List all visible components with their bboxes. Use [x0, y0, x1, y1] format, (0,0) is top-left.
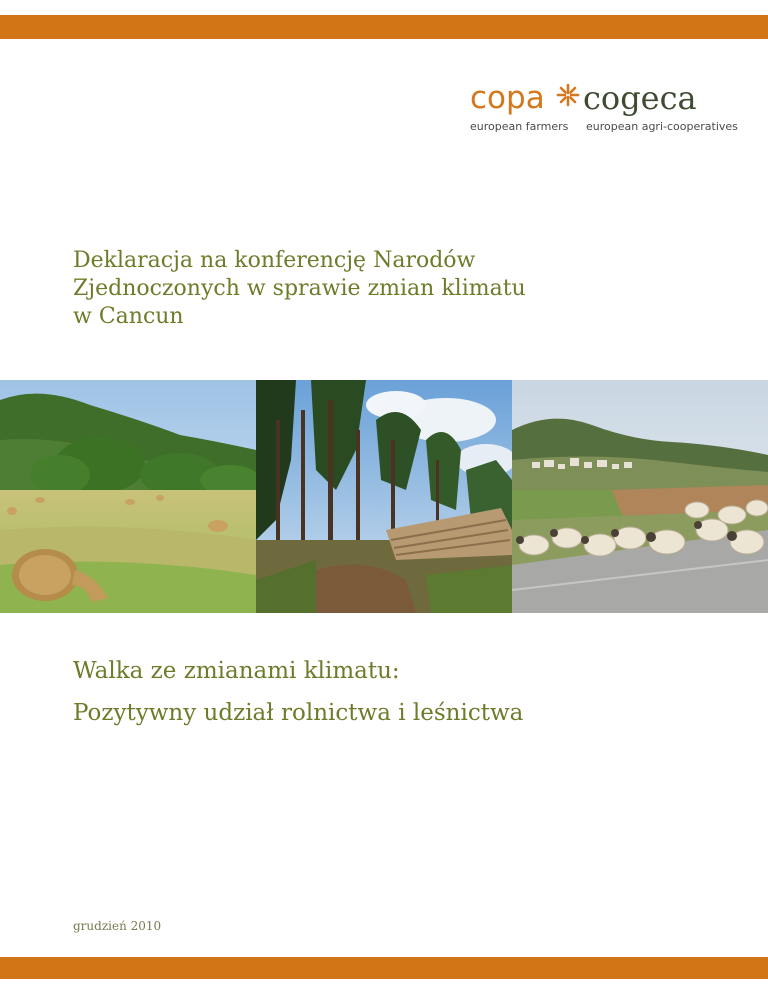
- asterisk-icon: [555, 82, 581, 108]
- publication-date: grudzień 2010: [73, 919, 162, 933]
- logo-cogeca-word: cogeca: [583, 79, 697, 117]
- sheep-photo: [512, 380, 768, 613]
- hay-field-photo: [0, 380, 256, 613]
- title-line-2: Zjednoczonych w sprawie zmian klimatu: [73, 276, 526, 301]
- logo-copa-word: copa: [470, 80, 545, 116]
- forest-photo: [256, 380, 512, 613]
- logo-copa-tagline: european farmers: [470, 120, 569, 133]
- photo-strip: [0, 380, 768, 613]
- document-subtitle: [73, 650, 723, 734]
- top-orange-band: [0, 15, 768, 39]
- logo-cogeca-tagline: european agri-cooperatives: [586, 120, 738, 133]
- subtitle-line-1: Walka ze zmianami klimatu:: [73, 658, 400, 684]
- document-title: [73, 247, 693, 331]
- bottom-orange-band: [0, 957, 768, 979]
- title-line-1: Deklaracja na konferencję Narodów: [73, 248, 476, 273]
- subtitle-line-2: Pozytywny udział rolnictwa i leśnictwa: [73, 700, 524, 726]
- copa-cogeca-logo: [470, 79, 738, 140]
- title-line-3: w Cancun: [73, 304, 184, 329]
